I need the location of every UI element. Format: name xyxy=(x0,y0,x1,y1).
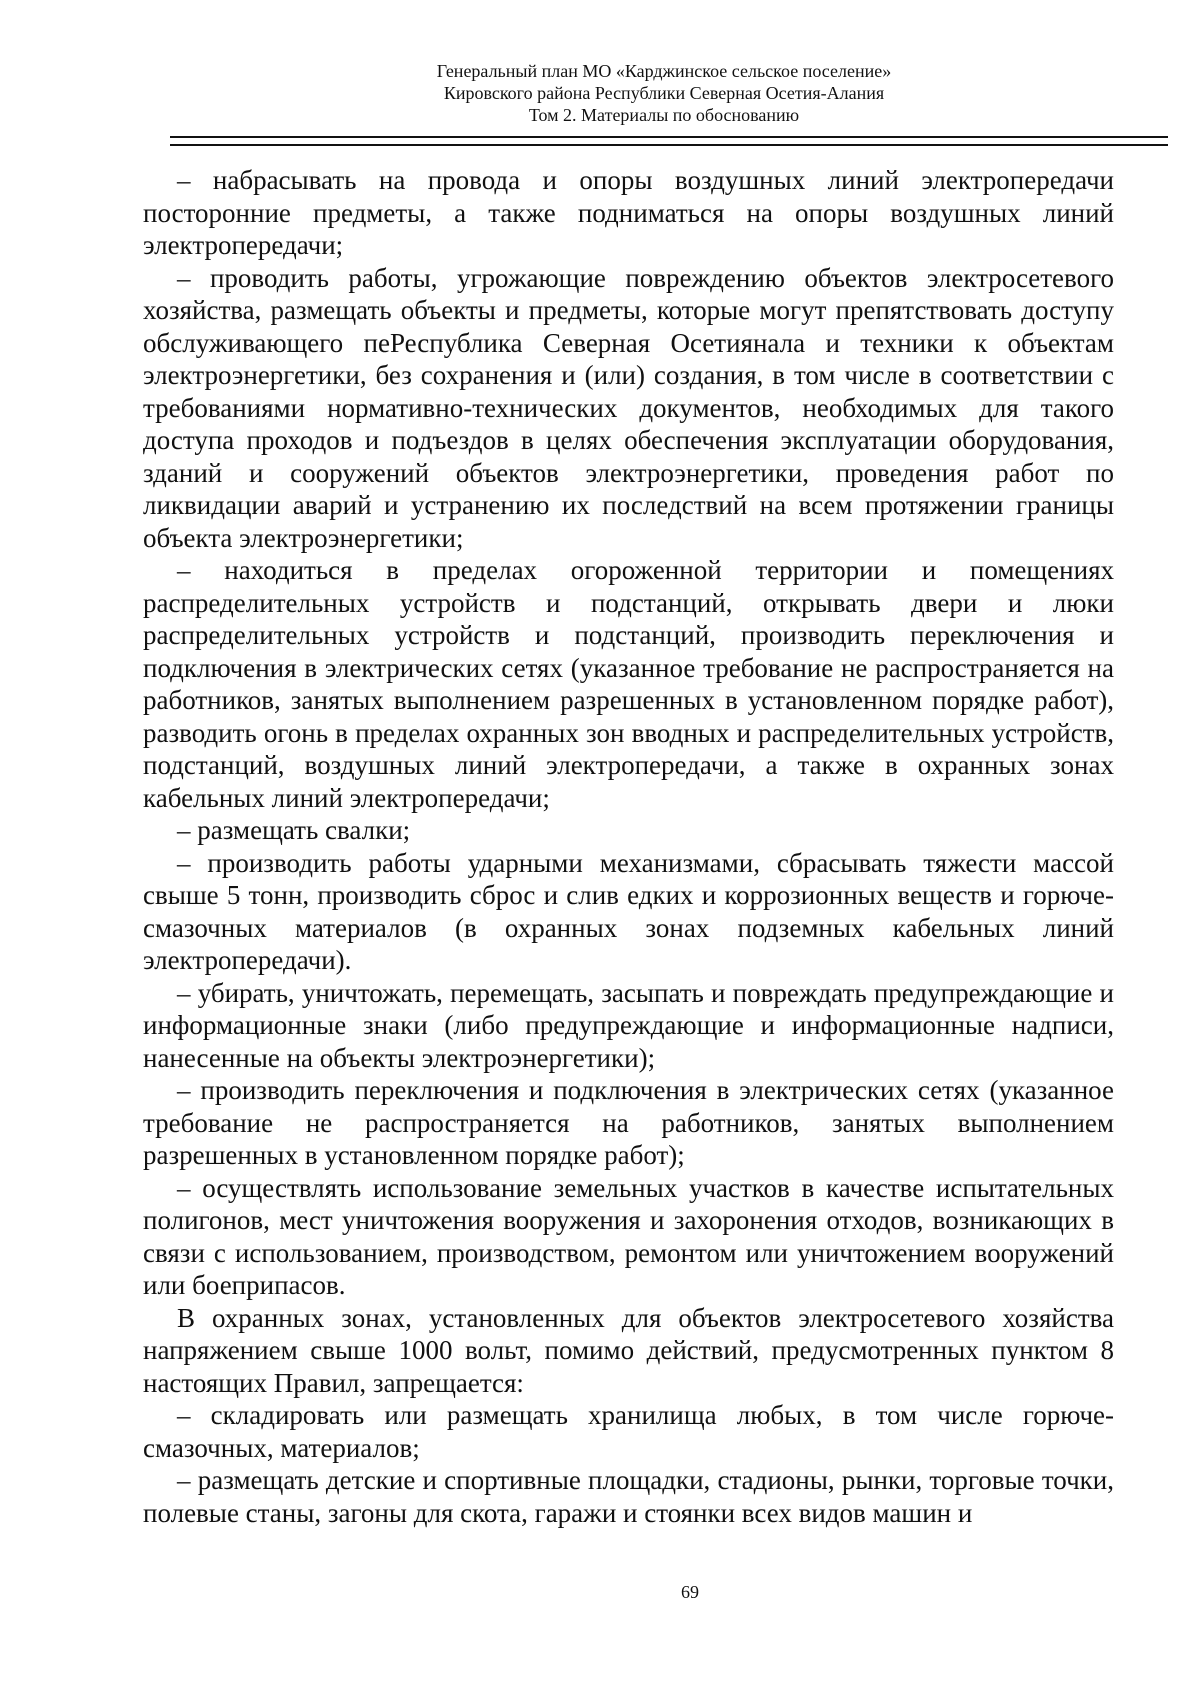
header-title-line-3: Том 2. Материалы по обоснованию xyxy=(528,105,800,125)
paragraph: В охранных зонах, установленных для объектов электросетевого хозяйства напряжением свыше 1000 вольт, помимо действий, предусмотренных пунктом 8 настоящих Правил, запрещается: xyxy=(143,1302,1114,1398)
header-title-line-2: Кировского района Республики Северная Осетия-Алания xyxy=(443,83,885,103)
paragraph: – складировать или размещать хранилища любых, в том числе горюче-смазочных, материалов; xyxy=(143,1400,1114,1463)
paragraph: – набрасывать на провода и опоры воздушных линий электропередачи посторонние предметы, а также подниматься на опоры воздушных линий электропередачи; xyxy=(143,165,1114,260)
header-title-line-1: Генеральный план МО «Карджинское сельское поселение» xyxy=(436,61,892,81)
paragraph: – находиться в пределах огороженной территории и помещениях распределительных устройств и подстанций, открывать двери и люки распределительных устройств и подстанций, производить переключения и подключения в электрических сетях (указанное требование не распространяется на работников, занятых выполнением разрешенных в установленном порядке работ), разводить огонь в пределах охранных зон вводных и распределительных устройств, подстанций, воздушных линий электропередачи, а также в охранных зонах кабельных линий электропередачи; xyxy=(143,555,1114,813)
paragraph: – размещать детские и спортивные площадки, стадионы, рынки, торговые точки, полевые станы, загоны для скота, гаражи и стоянки всех видов машин и xyxy=(143,1465,1114,1528)
paragraph: – производить переключения и подключения в электрических сетях (указанное требование не распространяется на работников, занятых выполнением разрешенных в установленном порядке работ); xyxy=(143,1075,1114,1170)
paragraph: – проводить работы, угрожающие повреждению объектов электросетевого хозяйства, размещать объекты и предметы, которые могут препятствовать доступу обслуживающего пеРеспублика Северная Осетиянала и техники к объектам электроэнергетики, без сохранения и (или) создания, в том числе в соответствии с требованиями нормативно-технических документов, необходимых для такого доступа проходов и подъездов в целях обеспечения эксплуатации оборудования, зданий и сооружений объектов электроэнергетики, проведения работ по ликвидации аварий и устранению их последствий на всем протяжении границы объекта электроэнергетики; xyxy=(143,262,1114,553)
document-body xyxy=(143,164,1114,1529)
paragraph: – размещать свалки; xyxy=(177,815,411,845)
paragraph: – осуществлять использование земельных участков в качестве испытательных полигонов, мест уничтожения вооружения и захоронения отходов, возникающих в связи с использованием, производством, ремонтом или уничтожением вооружений или боеприпасов. xyxy=(143,1172,1114,1300)
paragraph: – убирать, уничтожать, перемещать, засыпать и повреждать предупреждающие и информационные знаки (либо предупреждающие и информационные надписи, нанесенные на объекты электроэнергетики); xyxy=(143,977,1114,1073)
page-number: 69 xyxy=(681,1582,699,1602)
paragraph: – производить работы ударными механизмами, сбрасывать тяжести массой свыше 5 тонн, производить сброс и слив едких и коррозионных веществ и горюче-смазочных материалов (в охранных зонах подземных кабельных линий электропередачи). xyxy=(143,847,1114,975)
page-header xyxy=(0,60,1200,126)
header-divider xyxy=(170,136,1168,146)
